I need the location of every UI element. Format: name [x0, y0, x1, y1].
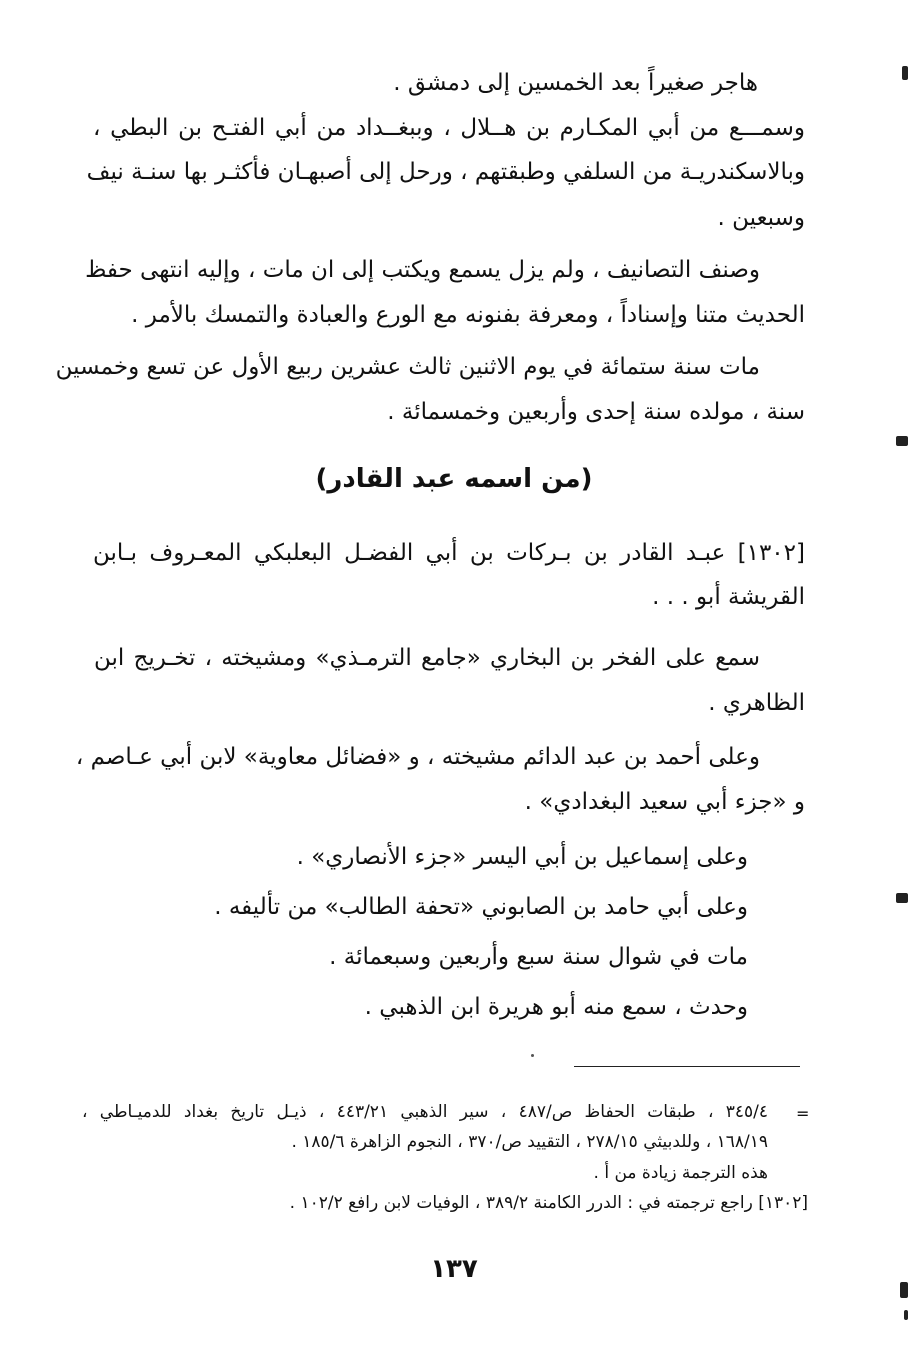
body-line: وسمـــع من أبي المكـارم بن هــلال ، وببغــداد من أبي الفتـح بن البطي ، — [93, 115, 805, 141]
scan-edge-mark — [900, 1282, 908, 1298]
entry-line: وعلى إسماعيل بن أبي اليسر «جزء الأنصاري» . — [296, 844, 748, 870]
body-line: هاجر صغيراً بعد الخمسين إلى دمشق . — [393, 70, 758, 96]
entry-line: مات في شوال سنة سبع وأربعين وسبعمائة . — [329, 944, 748, 970]
entry-line: وعلى أحمد بن عبد الدائم مشيخته ، و «فضائل معاوية» لابن أبي عـاصم ، — [75, 744, 760, 770]
entry-line: [١٣٠٢] عبـد القادر بن بـركات بن أبي الفضـل البعلبكي المعـروف بـابن — [93, 540, 805, 566]
footnote-line: ١٦٨/١٩ ، وللدبيثي ٢٧٨/١٥ ، التقييد ص/٣٧٠ ، النجوم الزاهرة ١٨٥/٦ . — [291, 1132, 768, 1152]
entry-line: و «جزء أبي سعيد البغدادي» . — [524, 789, 805, 815]
scan-edge-mark — [896, 436, 908, 446]
body-line: وبالاسكندريـة من السلفي وطبقتهم ، ورحل إلى أصبهـان فأكثـر بها سنـة نيف — [86, 159, 805, 185]
scan-edge-mark — [904, 1310, 908, 1320]
footnote-line: هذه الترجمة زيادة من أ . — [593, 1163, 768, 1183]
scan-edge-mark — [896, 893, 908, 903]
entry-line: القريشة أبو . . . — [652, 584, 805, 610]
footnote-rule — [574, 1066, 800, 1067]
body-line: وصنف التصانيف ، ولم يزل يسمع ويكتب إلى ان مات ، وإليه انتهى حفظ — [85, 257, 760, 283]
entry-line: وحدث ، سمع منه أبو هريرة ابن الذهبي . — [364, 994, 748, 1020]
body-line: سنة ، مولده سنة إحدى وأربعين وخمسمائة . — [387, 399, 805, 425]
page-number: ١٣٧ — [430, 1254, 478, 1284]
body-line: الحديث متنا وإسناداً ، ومعرفة بفنونه مع الورع والعبادة والتمسك بالأمر . — [131, 302, 805, 328]
speck — [531, 1054, 534, 1057]
scan-edge-mark — [902, 66, 908, 80]
footnote-line: ٣٤٥/٤ ، طبقات الحفاظ ص/٤٨٧ ، سير الذهبي ٤٤٣/٢١ ، ذيـل تاريخ بغداد للدميـاطي ، — [82, 1102, 769, 1122]
entry-line: سمع على الفخر بن البخاري «جامع الترمـذي» ومشيخته ، تخـريج ابن — [94, 645, 760, 671]
footnote-line: [١٣٠٢] راجع ترجمته في : الدرر الكامنة ٣٨٩/٢ ، الوفيات لابن رافع ١٠٢/٢ . — [289, 1193, 808, 1213]
footnote-continuation-mark: = — [796, 1104, 810, 1123]
entry-line: الظاهري . — [708, 690, 805, 716]
section-heading: (من اسمه عبد القادر) — [315, 464, 593, 494]
entry-line: وعلى أبي حامد بن الصابوني «تحفة الطالب» من تأليفه . — [214, 894, 748, 920]
body-line: مات سنة ستمائة في يوم الاثنين ثالث عشرين ربيع الأول عن تسع وخمسين — [55, 354, 760, 380]
body-line: وسبعين . — [717, 205, 805, 231]
